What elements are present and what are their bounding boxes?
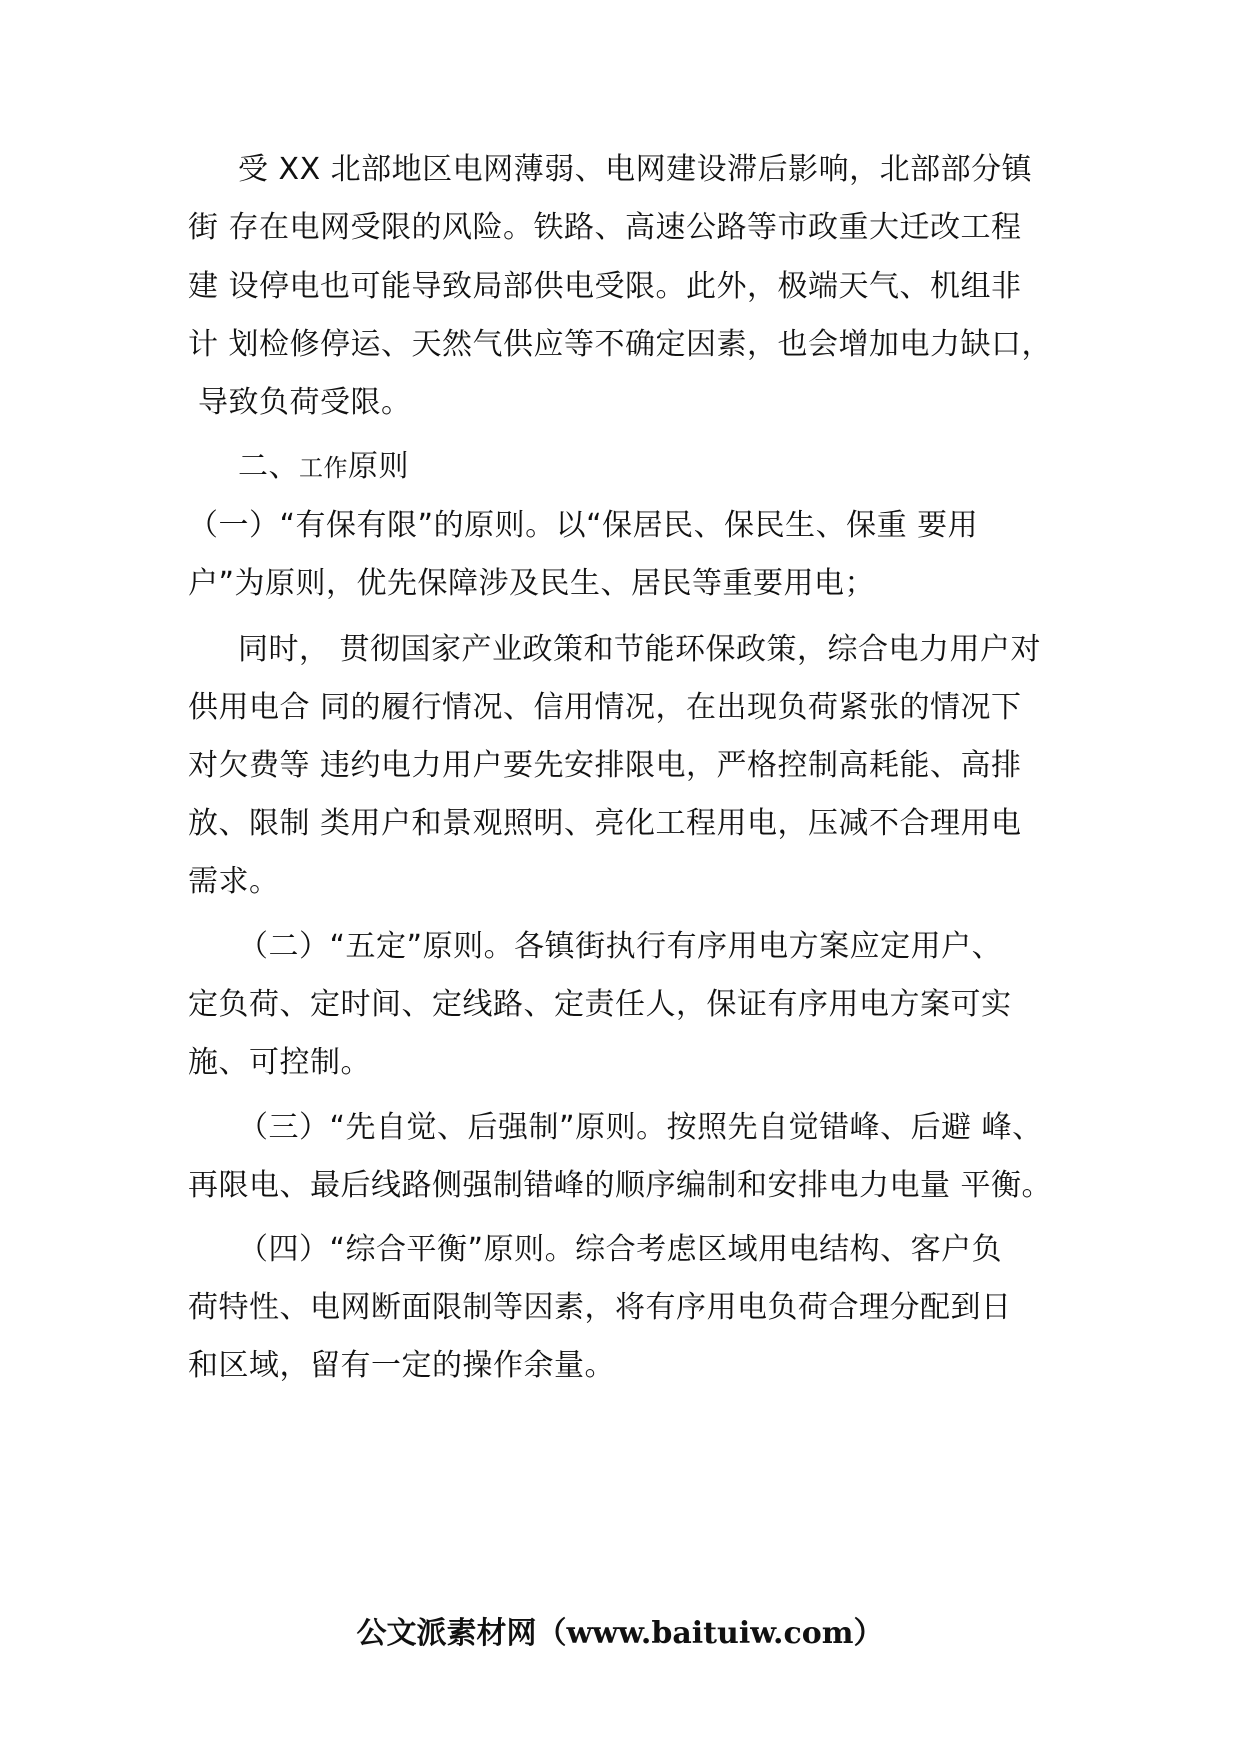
paragraph-line: 和区域，留有一定的操作余量。 xyxy=(188,1348,615,1383)
paragraph-line: 街 存在电网受限的风险。铁路、高速公路等市政重大迁改工程 xyxy=(188,210,1022,245)
paragraph-line: 同时， 贯彻国家产业政策和节能环保政策，综合电力用户对 xyxy=(238,632,1042,667)
paragraph-line: 施、可控制。 xyxy=(188,1045,371,1080)
paragraph-line: 需求。 xyxy=(188,864,280,899)
paragraph-line: （三）“先自觉、后强制”原则。按照先自觉错峰、后避 峰、 xyxy=(238,1110,1043,1145)
paragraph-line: 受 XX 北部地区电网薄弱、电网建设滞后影响，北部部分镇 xyxy=(238,152,1033,187)
section-heading xyxy=(238,447,409,488)
heading-tag: 工作 xyxy=(299,454,348,482)
paragraph-line: （四）“综合平衡”原则。综合考虑区域用电结构、客户负 xyxy=(238,1232,1003,1267)
paragraph-line: （一）“有保有限”的原则。以“保居民、保民生、保重 要用 xyxy=(188,508,979,543)
heading-suffix: 原则 xyxy=(348,449,409,484)
heading-prefix: 二、 xyxy=(238,449,299,484)
paragraph-line: 供用电合 同的履行情况、信用情况，在出现负荷紧张的情况下 xyxy=(188,690,1022,725)
paragraph-line: 导致负荷受限。 xyxy=(188,385,412,420)
paragraph-line: 计 划检修停运、天然气供应等不确定因素，也会增加电力缺口， xyxy=(188,327,1053,362)
paragraph-line: 对欠费等 违约电力用户要先安排限电，严格控制高耗能、高排 xyxy=(188,748,1022,783)
footer-watermark: 公文派素材网（www.baituiw.com） xyxy=(356,1616,884,1651)
paragraph-line: 放、限制 类用户和景观照明、亮化工程用电，压减不合理用电 xyxy=(188,806,1022,841)
paragraph-line: （二）“五定”原则。各镇街执行有序用电方案应定用户、 xyxy=(238,929,1003,964)
paragraph-line: 定负荷、定时间、定线路、定责任人，保证有序用电方案可实 xyxy=(188,987,1012,1022)
paragraph-line: 户”为原则，优先保障涉及民生、居民等重要用电； xyxy=(188,566,876,601)
paragraph-line: 建 设停电也可能导致局部供电受限。此外，极端天气、机组非 xyxy=(188,269,1022,304)
paragraph-line: 荷特性、电网断面限制等因素，将有序用电负荷合理分配到日 xyxy=(188,1290,1012,1325)
paragraph-line: 再限电、最后线路侧强制错峰的顺序编制和安排电力电量 平衡。 xyxy=(188,1168,1053,1203)
